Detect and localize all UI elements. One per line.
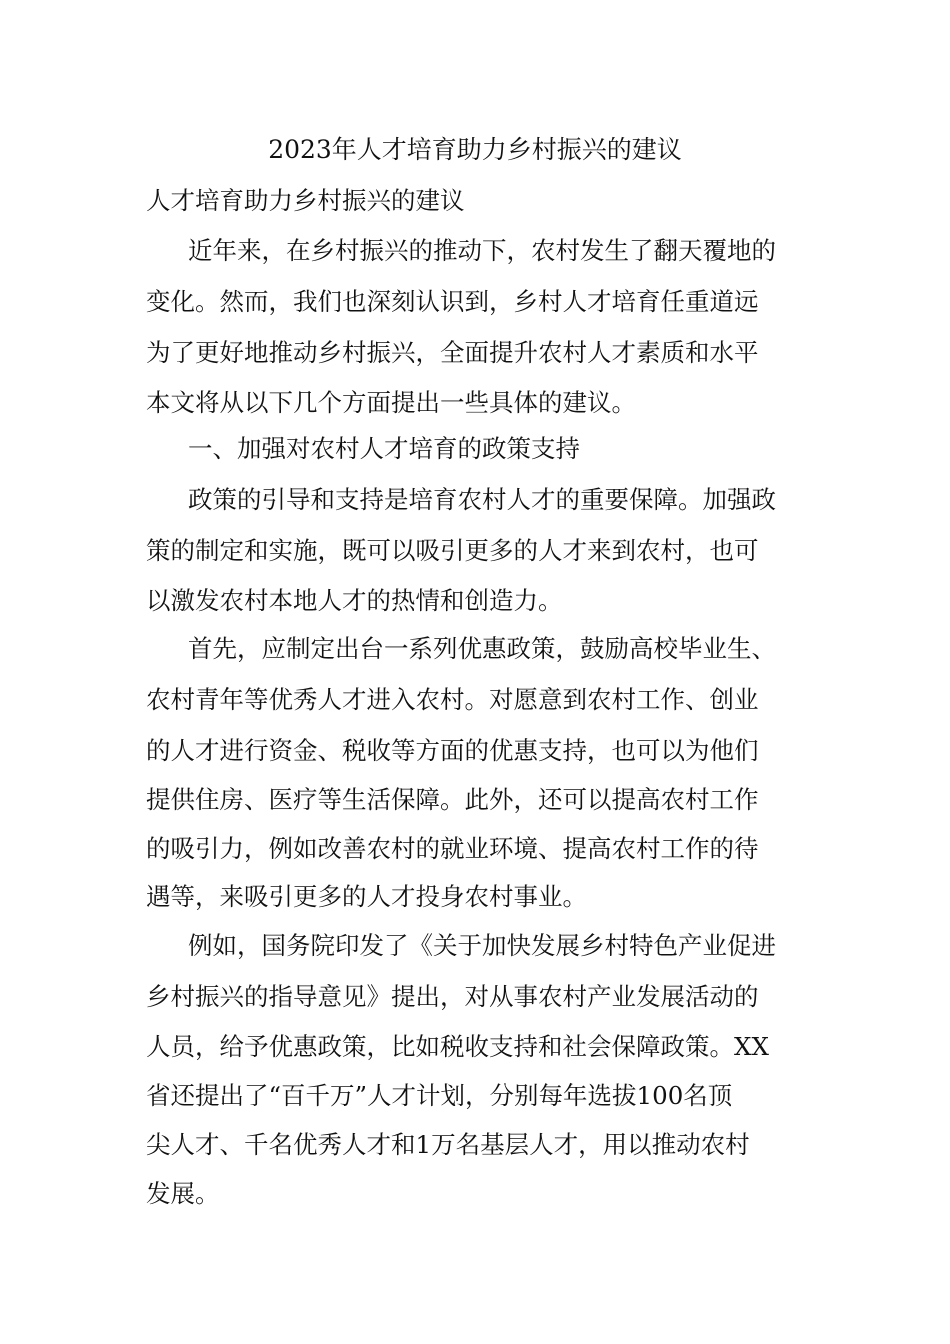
paragraph-line: 省还提出了“百千万”人才计划，分别每年选拔100名顶 (146, 1081, 733, 1110)
paragraph-line: 以激发农村本地人才的热情和创造力。 (146, 586, 563, 615)
paragraph-line: 的人才进行资金、税收等方面的优惠支持，也可以为他们 (146, 736, 759, 765)
paragraph-line: 本文将从以下几个方面提出一些具体的建议。 (146, 388, 636, 417)
paragraph-line: 农村青年等优秀人才进入农村。对愿意到农村工作、创业 (146, 685, 759, 714)
paragraph-line: 变化。然而，我们也深刻认识到，乡村人才培育任重道远 (146, 287, 759, 316)
paragraph-line: 近年来，在乡村振兴的推动下，农村发生了翻天覆地的 (188, 236, 776, 265)
paragraph-line: 例如，国务院印发了《关于加快发展乡村特色产业促进 (188, 931, 776, 960)
paragraph-line: 乡村振兴的指导意见》提出，对从事农村产业发展活动的 (146, 982, 759, 1011)
paragraph-line: 尖人才、千名优秀人才和1万名基层人才，用以推动农村 (146, 1130, 750, 1159)
paragraph-line: 的吸引力，例如改善农村的就业环境、提高农村工作的待 (146, 834, 759, 863)
paragraph-line: 策的制定和实施，既可以吸引更多的人才来到农村，也可 (146, 536, 759, 565)
document-title: 2023年人才培育助力乡村振兴的建议 (268, 135, 682, 164)
paragraph-line: 为了更好地推动乡村振兴，全面提升农村人才素质和水平 (146, 338, 759, 367)
paragraph-line: 政策的引导和支持是培育农村人才的重要保障。加强政 (188, 485, 776, 514)
paragraph-line: 人员，给予优惠政策，比如税收支持和社会保障政策。XX (146, 1032, 769, 1061)
paragraph-line: 发展。 (146, 1179, 220, 1208)
paragraph-line: 提供住房、医疗等生活保障。此外，还可以提高农村工作 (146, 785, 759, 814)
paragraph-line: 遇等，来吸引更多的人才投身农村事业。 (146, 882, 587, 911)
document-subtitle: 人才培育助力乡村振兴的建议 (146, 186, 465, 215)
paragraph-line: 首先，应制定出台一系列优惠政策，鼓励高校毕业生、 (188, 634, 776, 663)
section-heading: 一、加强对农村人才培育的政策支持 (188, 434, 580, 463)
